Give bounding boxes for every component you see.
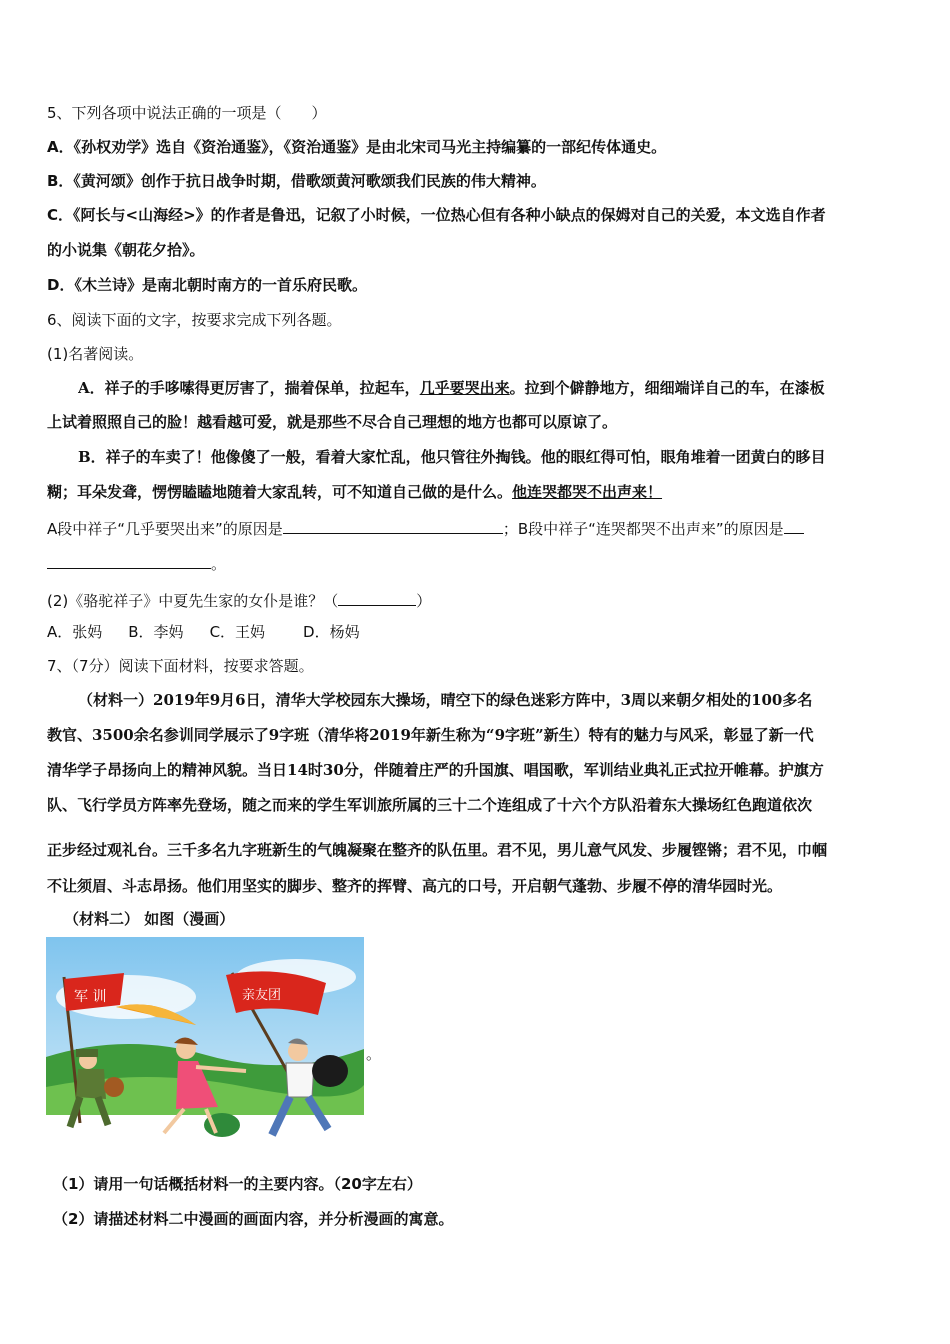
flag-qinyoutuan-text: 亲友团 — [242, 988, 282, 1003]
option-d: D．杨妈 — [303, 623, 360, 641]
q6-passage-a-line1: A．祥子的手哆嗦得更厉害了，揣着保单，拉起车，几乎要哭出来。拉到个僻静地方，细细端详自己的车，在漆板 — [78, 379, 825, 397]
option-c: C．王妈 — [209, 623, 266, 641]
q7-material1-line5: 正步经过观礼台。三千多名九字班新生的气魄凝聚在整齐的队伍里。君不见，男儿意气风发、步履铿锵；君不见，巾帼 — [47, 841, 828, 859]
underlined-phrase-a: 几乎要哭出来 — [419, 379, 510, 397]
q5-option-b: B．《黄河颂》创作于抗日战争时期，借歌颂黄河歌颂我们民族的伟大精神。 — [47, 172, 546, 190]
q6-stem: 6、阅读下面的文字，按要求完成下列各题。 — [47, 311, 342, 329]
q6-passage-a-line2: 上试着照照自己的脸！越看越可爱，就是那些不尽合自己理想的地方也都可以原谅了。 — [47, 413, 618, 431]
q7-task1: （1）请用一句话概括材料一的主要内容。（20字左右） — [53, 1175, 422, 1193]
q7-material1-line2: 教官、3500余名参训同学展示了9字班（清华将2019年新生称为“9字班”新生）特有的魅力与风采，彰显了新一代 — [47, 726, 814, 744]
q6-fill-line: A段中祥子“几乎要哭出来”的原因是 ；B段中祥子“连哭都哭不出声来”的原因是 — [47, 517, 907, 539]
q7-material1-line1: （材料一）2019年9月6日，清华大学校园东大操场，晴空下的绿色迷彩方阵中，3周以来朝夕相处的100多名 — [78, 691, 813, 709]
answer-blank-c[interactable] — [338, 589, 416, 606]
q7-material2-title: （材料二） 如图（漫画） — [64, 910, 235, 928]
image-trailing-period: 。 — [366, 1045, 382, 1063]
cartoon-image — [46, 937, 364, 1147]
q5-option-d: D．《木兰诗》是南北朝时南方的一首乐府民歌。 — [47, 276, 367, 294]
q6-fill-line2: 。 — [47, 552, 907, 574]
q6-passage-b-line1: B．祥子的车卖了！他像傻了一般，看着大家忙乱，他只管往外掏钱。他的眼红得可怕，眼角堆着一团黄白的眵目 — [78, 448, 826, 466]
option-a: A．张妈 — [47, 623, 103, 641]
flag-junxun-text: 军 训 — [74, 989, 107, 1005]
q5-stem: 5、下列各项中说法正确的一项是（ ） — [47, 104, 327, 122]
answer-blank-a[interactable] — [283, 517, 503, 534]
option-b: B．李妈 — [128, 623, 184, 641]
q5-option-c-line1: C．《阿长与<山海经>》的作者是鲁迅，记叙了小时候，一位热心但有各种小缺点的保姆对自己的关爱，本文选自作者 — [47, 206, 826, 224]
underlined-phrase-b: 他连哭都哭不出声来！ — [512, 483, 663, 501]
q6-sub1-title: (1)名著阅读。 — [47, 345, 144, 363]
q5-option-a: A．《孙权劝学》选自《资治通鉴》，《资治通鉴》是由北宋司马光主持编纂的一部纪传体通史。 — [47, 138, 667, 156]
q5-option-c-line2: 的小说集《朝花夕拾》。 — [47, 241, 205, 259]
q7-material1-line6: 不让须眉、斗志昂扬。他们用坚实的脚步、整齐的挥臂、高亢的口号，开启朝气蓬勃、步履不停的清华园时光。 — [47, 877, 783, 895]
answer-blank-b[interactable] — [47, 552, 211, 569]
q7-task2: （2）请描述材料二中漫画的画面内容，并分析漫画的寓意。 — [53, 1210, 454, 1228]
q7-stem: 7、（7分）阅读下面材料，按要求答题。 — [47, 657, 314, 675]
q7-material1-line4: 队、飞行学员方阵率先登场，随之而来的学生军训旅所属的三十二个连组成了十六个方队沿着东大操场红色跑道依次 — [47, 796, 813, 814]
q6-passage-b-line2: 糊；耳朵发聋，愣愣瞌瞌地随着大家乱转，可不知道自己做的是什么。他连哭都哭不出声来！ — [47, 483, 663, 501]
q6-sub2-stem: (2)《骆驼祥子》中夏先生家的女仆是谁？（ ） — [47, 589, 907, 611]
q7-material1-line3: 清华学子昂扬向上的精神风貌。当日14时30分，伴随着庄严的升国旗、唱国歌，军训结业典礼正式拉开帷幕。护旗方 — [47, 761, 824, 779]
q6-sub2-options — [47, 622, 907, 642]
answer-blank-b-start[interactable] — [784, 517, 804, 534]
